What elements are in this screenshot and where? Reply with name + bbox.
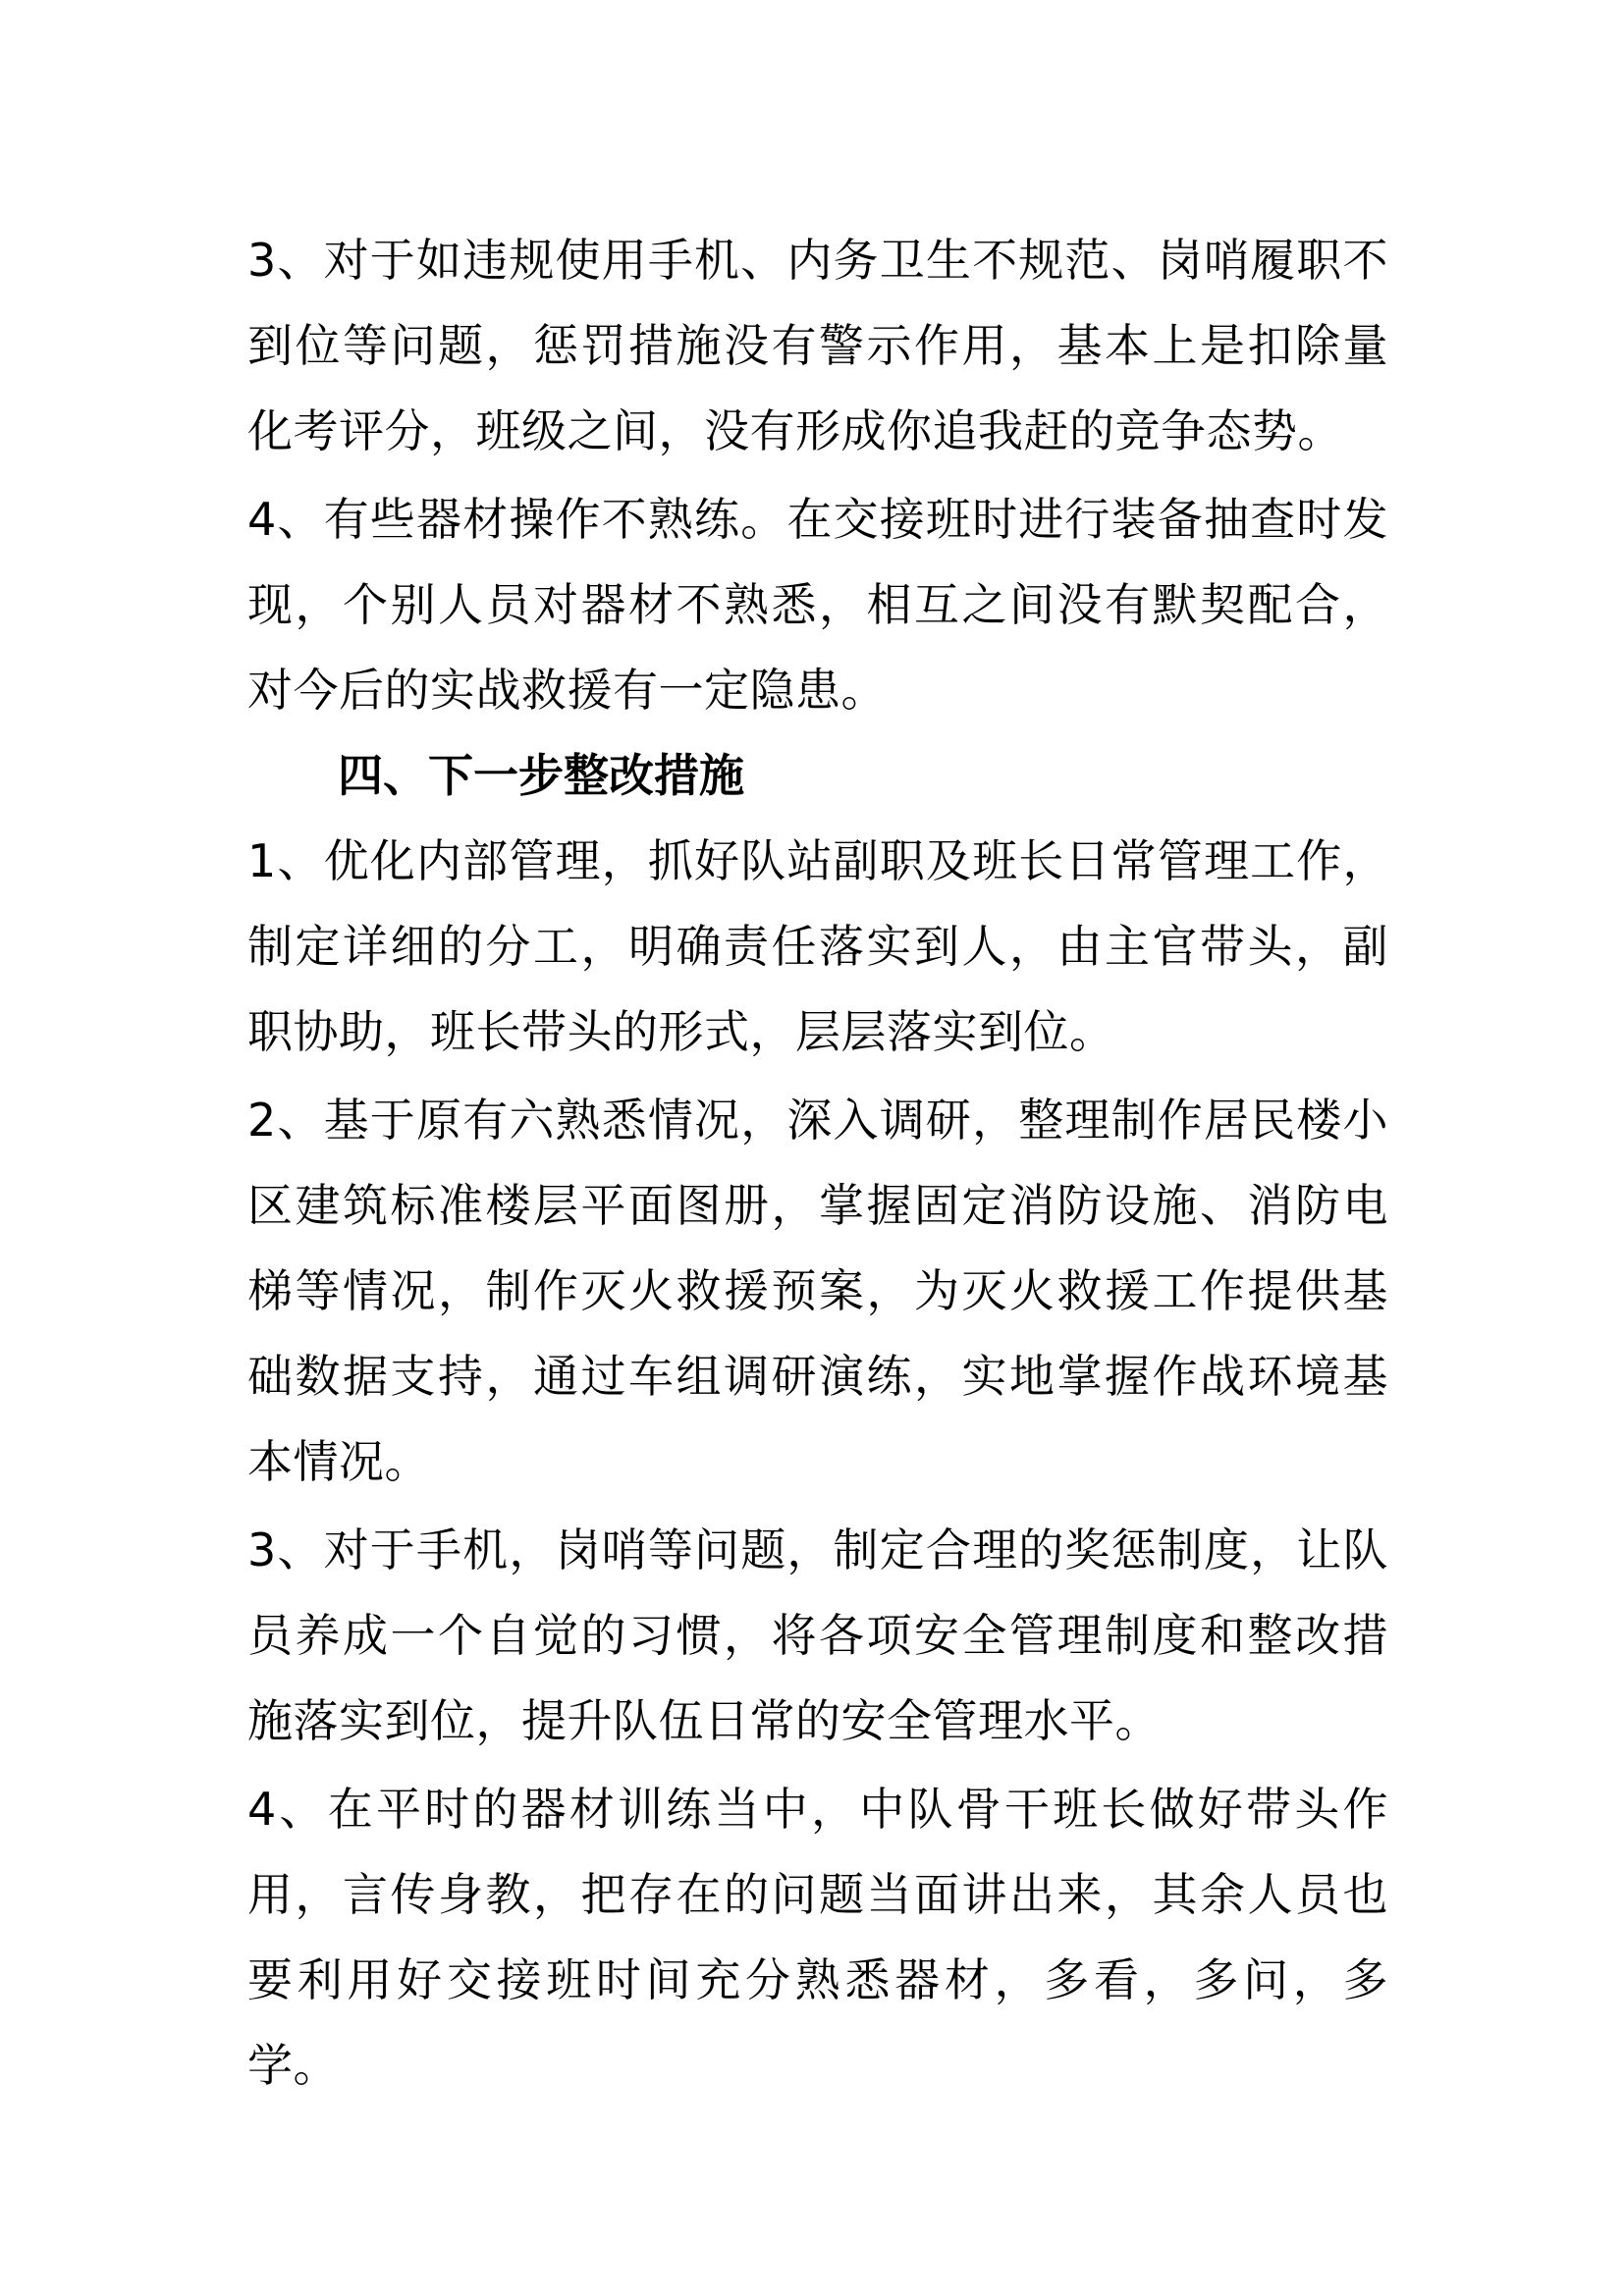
measure-item-4: 4、在平时的器材训练当中，中队骨干班长做好带头作用，言传身教，把存在的问题当面讲出来，其余人员也要利用好交接班时间充分熟悉器材，多看，多问，多学。 bbox=[247, 1783, 1388, 2092]
measure-item-1: 1、优化内部管理，抓好队站副职及班长日常管理工作，制定详细的分工，明确责任落实到人，由主官带头，副职协助，班长带头的形式，层层落实到位。 bbox=[247, 834, 1388, 1058]
problem-item-3: 3、对于如违规使用手机、内务卫生不规范、岗哨履职不到位等问题，惩罚措施没有警示作用，基本上是扣除量化考评分，班级之间，没有形成你追我赶的竞争态势。 bbox=[247, 234, 1388, 457]
measure-item-2: 2、基于原有六熟悉情况，深入调研，整理制作居民楼小区建筑标准楼层平面图册，掌握固定消防设施、消防电梯等情况，制作灭火救援预案，为灭火救援工作提供基础数据支持，通过车组调研演练，实地掌握作战环境基本情况。 bbox=[247, 1094, 1388, 1488]
section-heading-next-steps: 四、下一步整改措施 bbox=[338, 749, 744, 802]
document-body bbox=[247, 218, 1388, 2109]
problem-item-4: 4、有些器材操作不熟练。在交接班时进行装备抽查时发现，个别人员对器材不熟悉，相互之间没有默契配合，对今后的实战救援有一定隐患。 bbox=[247, 493, 1388, 717]
measure-item-3: 3、对于手机，岗哨等问题，制定合理的奖惩制度，让队员养成一个自觉的习惯，将各项安全管理制度和整改措施落实到位，提升队伍日常的安全管理水平。 bbox=[247, 1523, 1388, 1747]
